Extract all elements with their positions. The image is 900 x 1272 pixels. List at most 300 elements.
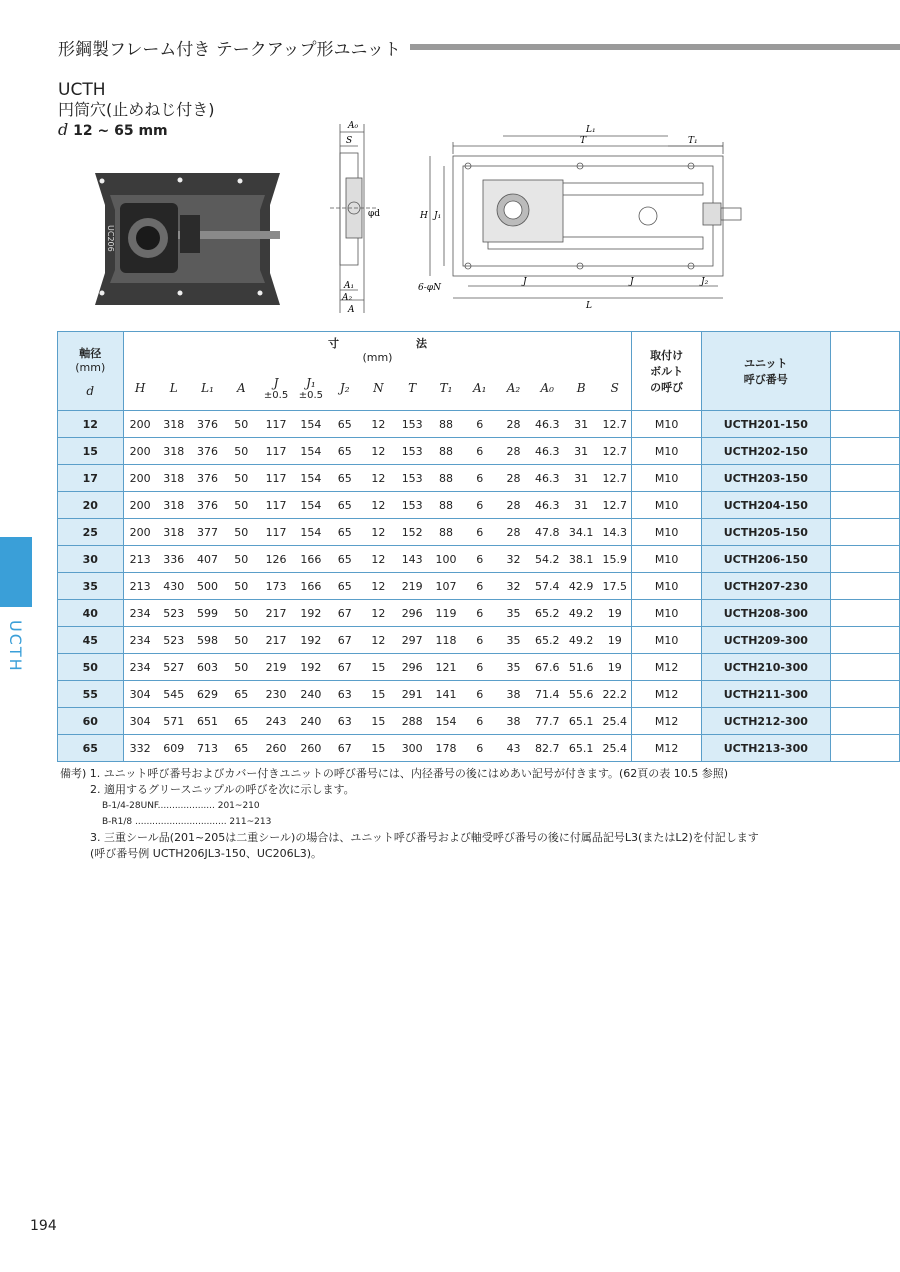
range-value: 12 ~ 65 mm [73,123,168,139]
cell-value: 28 [497,492,531,519]
product-photo [90,165,295,310]
cell-value: 243 [258,708,294,735]
cell-d: 45 [58,627,124,654]
cell-value: 107 [429,573,463,600]
cell-value: 318 [157,438,191,465]
table-row [58,735,900,762]
cell-value: 6 [463,573,497,600]
cell-value: 240 [294,681,328,708]
cell-value: 88 [429,519,463,546]
cell-value: 154 [294,492,328,519]
unit-label-2: 呼び番号 [743,373,788,386]
label-A2: A₂ [342,293,353,303]
cell-value: 219 [258,654,294,681]
table-row [58,411,900,438]
cell-d: 65 [58,735,124,762]
col-L1: L₁ [191,366,225,411]
range-symbol: d [58,120,69,139]
col-N: N [362,366,396,411]
cell-value: 377 [191,519,225,546]
cell-blank [830,573,899,600]
cell-unit: UCTH203-150 [701,465,830,492]
label-J2: J₂ [701,277,709,287]
cell-value: 318 [157,492,191,519]
table-row [58,627,900,654]
cell-value: 19 [598,627,632,654]
cell-value: 260 [258,735,294,762]
cell-value: 117 [258,411,294,438]
col-J1 [294,366,328,411]
table-header-row [58,332,900,367]
cell-value: 609 [157,735,191,762]
cell-value: 153 [395,465,429,492]
notes [60,766,759,862]
cell-d: 60 [58,708,124,735]
cell-value: 6 [463,465,497,492]
cell-value: 65.2 [530,627,564,654]
cell-unit: UCTH213-300 [701,735,830,762]
cell-value: 50 [224,492,258,519]
cell-value: 6 [463,438,497,465]
col-J [258,366,294,411]
cell-value: 154 [294,519,328,546]
cell-bolt: M10 [632,600,701,627]
note-3: 3. 三重シール品(201~205は二重シール)の場合は、ユニット呼び番号および軸受呼び番号の後に付属品記号L3(またはL2)を付記します [90,831,759,844]
col-S: S [598,366,632,411]
label-S: S [346,136,353,146]
table-row [58,600,900,627]
table-row [58,708,900,735]
cell-value: 65 [224,681,258,708]
bolt-header [632,332,701,411]
label-J1: J₁ [434,211,442,221]
cell-unit: UCTH201-150 [701,411,830,438]
cell-value: 15 [362,681,396,708]
cell-value: 318 [157,519,191,546]
cell-value: 19 [598,654,632,681]
cell-value: 6 [463,546,497,573]
label-A0: A₀ [348,121,359,131]
cell-value: 143 [395,546,429,573]
cell-blank [830,654,899,681]
cell-blank [830,519,899,546]
cell-value: 217 [258,627,294,654]
cell-value: 12.7 [598,465,632,492]
label-J-left: J [523,277,527,287]
cell-value: 430 [157,573,191,600]
col-H: H [123,366,157,411]
cell-value: 407 [191,546,225,573]
table-row [58,654,900,681]
cell-value: 12.7 [598,438,632,465]
cell-bolt: M12 [632,681,701,708]
cell-value: 598 [191,627,225,654]
cell-value: 35 [497,600,531,627]
spec-table [57,331,900,762]
shaft-label: 軸径 [79,346,102,360]
table-row [58,546,900,573]
cell-value: 599 [191,600,225,627]
cell-value: 178 [429,735,463,762]
label-L1: L₁ [586,125,596,135]
shaft-header [58,332,124,411]
cell-blank [830,465,899,492]
col-A0: A₀ [530,366,564,411]
dim-label-2: 法 [415,336,427,350]
table-body [58,411,900,762]
cell-value: 153 [395,492,429,519]
cell-blank [830,492,899,519]
cell-blank [830,681,899,708]
cell-value: 6 [463,492,497,519]
cell-value: 230 [258,681,294,708]
cell-value: 234 [123,627,157,654]
cell-value: 713 [191,735,225,762]
cell-value: 152 [395,519,429,546]
cell-value: 50 [224,546,258,573]
cell-value: 173 [258,573,294,600]
cell-value: 200 [123,411,157,438]
cell-value: 240 [294,708,328,735]
cell-value: 154 [429,708,463,735]
cell-value: 31 [564,411,598,438]
cell-value: 318 [157,411,191,438]
cell-d: 30 [58,546,124,573]
cell-value: 67 [328,654,362,681]
cell-value: 65 [224,708,258,735]
cell-value: 22.2 [598,681,632,708]
cell-value: 12 [362,627,396,654]
cell-value: 376 [191,492,225,519]
cell-value: 65 [328,546,362,573]
cell-value: 304 [123,708,157,735]
cell-value: 51.6 [564,654,598,681]
cell-value: 42.9 [564,573,598,600]
cell-value: 153 [395,411,429,438]
cell-value: 12.7 [598,492,632,519]
cell-value: 200 [123,438,157,465]
cell-value: 12 [362,492,396,519]
cell-value: 219 [395,573,429,600]
cell-value: 38 [497,708,531,735]
cell-value: 32 [497,546,531,573]
cell-value: 126 [258,546,294,573]
cell-value: 28 [497,465,531,492]
cell-value: 12 [362,438,396,465]
cell-value: 65.2 [530,600,564,627]
cell-value: 63 [328,681,362,708]
cell-bolt: M10 [632,519,701,546]
cell-value: 500 [191,573,225,600]
cell-value: 31 [564,492,598,519]
cell-value: 12 [362,411,396,438]
cell-value: 332 [123,735,157,762]
note-2b: B-R1/8 ................................ 211~213 [102,817,272,827]
note-2: 2. 適用するグリースニップルの呼びを次に示します。 [90,783,355,796]
cell-value: 38.1 [564,546,598,573]
cell-d: 50 [58,654,124,681]
cell-blank [830,708,899,735]
col-J1-tol: ±0.5 [298,389,324,401]
cell-value: 38 [497,681,531,708]
cell-value: 545 [157,681,191,708]
header-rule [410,44,900,50]
cell-value: 46.3 [530,492,564,519]
dim-label-1: 寸 [327,336,339,350]
cell-unit: UCTH211-300 [701,681,830,708]
table-row [58,519,900,546]
cell-blank [830,411,899,438]
cell-value: 153 [395,438,429,465]
col-J-tol: ±0.5 [263,389,289,401]
cell-value: 376 [191,438,225,465]
cell-bolt: M12 [632,735,701,762]
cell-value: 119 [429,600,463,627]
label-phi-d: φd [368,209,381,219]
cell-bolt: M12 [632,654,701,681]
col-A2: A₂ [497,366,531,411]
cell-value: 166 [294,546,328,573]
cell-d: 35 [58,573,124,600]
cell-value: 88 [429,465,463,492]
cell-value: 527 [157,654,191,681]
cell-value: 117 [258,465,294,492]
cell-value: 67 [328,627,362,654]
cell-value: 50 [224,519,258,546]
cell-unit: UCTH210-300 [701,654,830,681]
cell-blank [830,600,899,627]
label-L: L [586,301,592,311]
cell-value: 28 [497,519,531,546]
table-row [58,573,900,600]
cell-d: 15 [58,438,124,465]
cell-value: 19 [598,600,632,627]
cell-value: 47.8 [530,519,564,546]
cell-value: 192 [294,654,328,681]
cell-value: 117 [258,519,294,546]
cell-value: 12 [362,573,396,600]
cell-value: 288 [395,708,429,735]
front-view [430,136,741,298]
cell-value: 46.3 [530,465,564,492]
col-A: A [224,366,258,411]
cell-value: 6 [463,600,497,627]
cell-value: 55.6 [564,681,598,708]
cell-value: 67 [328,600,362,627]
cell-value: 15.9 [598,546,632,573]
cell-value: 166 [294,573,328,600]
cell-unit: UCTH207-230 [701,573,830,600]
cell-value: 192 [294,600,328,627]
cell-value: 318 [157,465,191,492]
cell-value: 31 [564,465,598,492]
col-J2: J₂ [328,366,362,411]
cell-d: 12 [58,411,124,438]
cell-value: 50 [224,600,258,627]
cell-value: 50 [224,627,258,654]
shaft-unit: (mm) [75,360,106,374]
cell-value: 88 [429,438,463,465]
series-subtitle: 円筒穴(止めねじ付き) [58,100,215,119]
blank-header [830,332,899,411]
cell-unit: UCTH209-300 [701,627,830,654]
cell-value: 121 [429,654,463,681]
col-B: B [564,366,598,411]
cell-value: 88 [429,411,463,438]
cell-value: 154 [294,465,328,492]
cell-bolt: M10 [632,438,701,465]
label-J-right: J [630,277,634,287]
table-row [58,465,900,492]
cell-value: 77.7 [530,708,564,735]
cell-value: 35 [497,627,531,654]
unit-label-1: ユニット [744,357,788,370]
cell-value: 25.4 [598,735,632,762]
label-A: A [348,305,355,315]
series-code: UCTH [58,80,106,100]
cell-d: 20 [58,492,124,519]
cell-value: 300 [395,735,429,762]
cell-bolt: M10 [632,573,701,600]
cell-value: 34.1 [564,519,598,546]
cell-bolt: M12 [632,708,701,735]
cell-value: 651 [191,708,225,735]
cell-bolt: M10 [632,627,701,654]
cell-value: 65 [224,735,258,762]
cell-value: 65.1 [564,708,598,735]
cell-d: 55 [58,681,124,708]
cell-value: 234 [123,654,157,681]
cell-value: 200 [123,465,157,492]
cell-value: 297 [395,627,429,654]
cell-value: 12 [362,600,396,627]
cell-value: 32 [497,573,531,600]
cell-value: 192 [294,627,328,654]
cell-value: 65 [328,492,362,519]
shaft-symbol: d [86,383,95,398]
series-block [58,80,215,141]
dimension-drawing [318,118,778,318]
cell-value: 65 [328,519,362,546]
cell-value: 117 [258,438,294,465]
cell-value: 376 [191,465,225,492]
cell-value: 234 [123,600,157,627]
cell-value: 50 [224,438,258,465]
cell-value: 50 [224,654,258,681]
cell-value: 28 [497,438,531,465]
col-T: T [395,366,429,411]
cell-value: 46.3 [530,411,564,438]
col-J1-sym: J₁ [306,375,316,390]
cell-value: 50 [224,411,258,438]
table-row [58,492,900,519]
col-L: L [157,366,191,411]
cell-value: 50 [224,465,258,492]
col-J-sym: J [273,375,279,390]
cell-value: 63 [328,708,362,735]
cell-value: 154 [294,411,328,438]
cell-value: 49.2 [564,600,598,627]
cell-value: 65 [328,573,362,600]
table-row [58,681,900,708]
cell-unit: UCTH204-150 [701,492,830,519]
cell-value: 28 [497,411,531,438]
cell-value: 49.2 [564,627,598,654]
cell-value: 6 [463,411,497,438]
cell-value: 6 [463,519,497,546]
label-H: H [420,211,428,221]
cell-value: 65 [328,465,362,492]
bolt-label-3: の呼び [650,381,684,394]
bolt-label-1: 取付け [650,349,684,362]
cell-value: 603 [191,654,225,681]
cell-value: 57.4 [530,573,564,600]
cell-value: 65 [328,438,362,465]
cell-value: 118 [429,627,463,654]
cell-value: 35 [497,654,531,681]
cell-value: 200 [123,519,157,546]
cell-value: 213 [123,573,157,600]
cell-d: 25 [58,519,124,546]
cell-value: 376 [191,411,225,438]
cell-value: 296 [395,654,429,681]
cell-unit: UCTH206-150 [701,546,830,573]
cell-unit: UCTH208-300 [701,600,830,627]
label-N: 6-φN [418,283,441,293]
cell-value: 65.1 [564,735,598,762]
cell-blank [830,627,899,654]
table-row [58,438,900,465]
cell-value: 46.3 [530,438,564,465]
cell-value: 65 [328,411,362,438]
cell-value: 200 [123,492,157,519]
cell-value: 25.4 [598,708,632,735]
cell-value: 67 [328,735,362,762]
cell-value: 88 [429,492,463,519]
cell-d: 40 [58,600,124,627]
cell-value: 15 [362,654,396,681]
cell-value: 6 [463,681,497,708]
cell-blank [830,546,899,573]
dim-unit: (mm) [362,350,393,364]
cell-value: 71.4 [530,681,564,708]
cell-value: 260 [294,735,328,762]
cell-value: 117 [258,492,294,519]
page-number: 194 [30,1218,57,1234]
cell-value: 50 [224,573,258,600]
cell-value: 6 [463,627,497,654]
cell-blank [830,735,899,762]
cell-value: 154 [294,438,328,465]
label-T: T [580,136,587,146]
cell-value: 296 [395,600,429,627]
cell-value: 12.7 [598,411,632,438]
cell-value: 43 [497,735,531,762]
cell-unit: UCTH205-150 [701,519,830,546]
cell-value: 15 [362,708,396,735]
note-3b: (呼び番号例 UCTH206JL3-150、UC206L3)。 [90,847,322,860]
cell-value: 31 [564,438,598,465]
cell-d: 17 [58,465,124,492]
dimension-header [123,332,632,367]
cell-value: 6 [463,708,497,735]
cell-value: 12 [362,465,396,492]
cell-value: 14.3 [598,519,632,546]
col-A1: A₁ [463,366,497,411]
cell-value: 6 [463,735,497,762]
cell-value: 6 [463,654,497,681]
page-title: 形鋼製フレーム付き テークアップ形ユニット [58,40,401,60]
